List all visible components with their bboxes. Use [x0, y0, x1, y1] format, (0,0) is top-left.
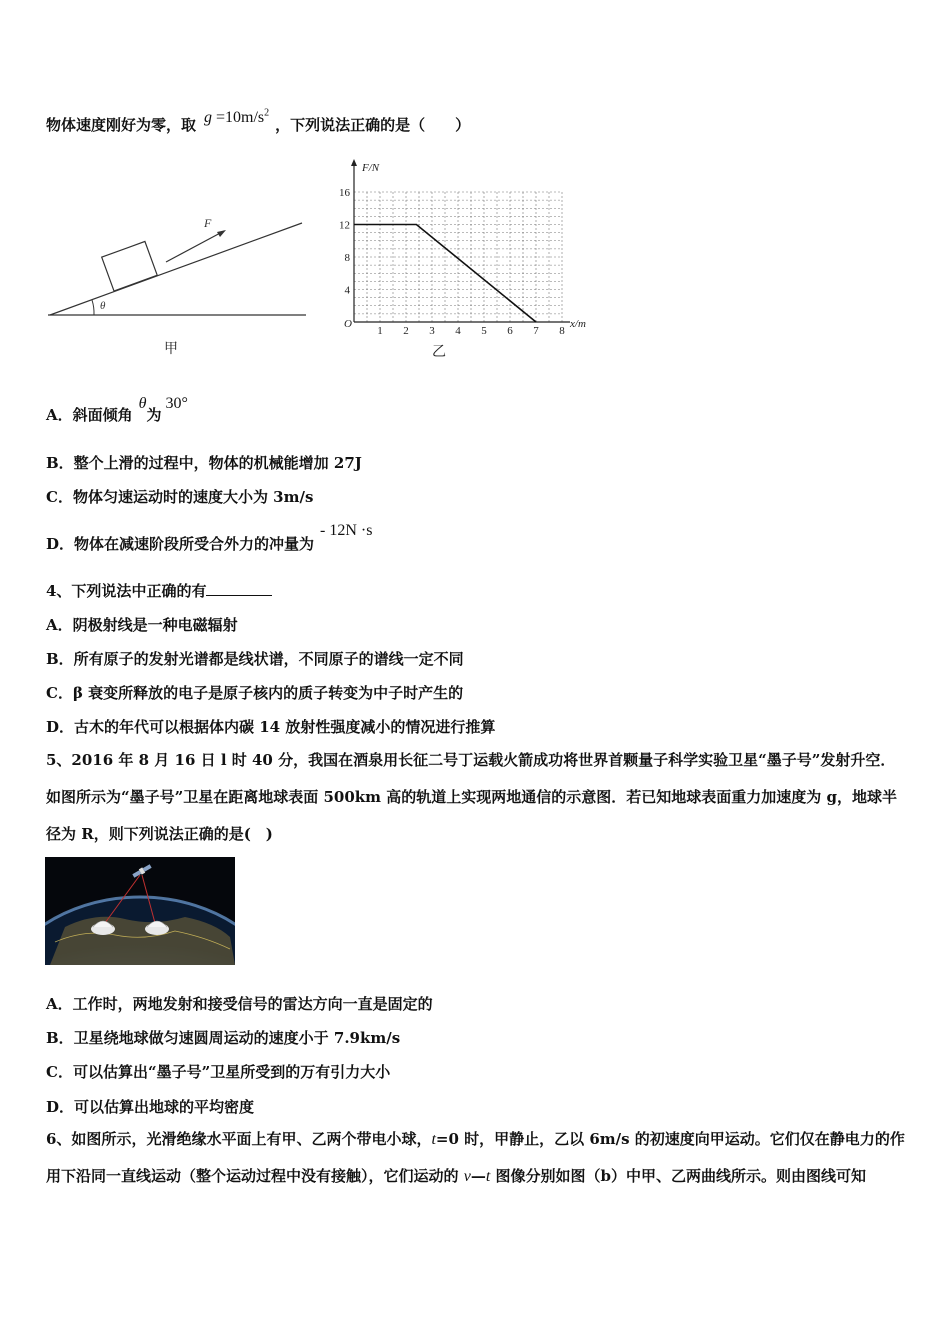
q3-option-a — [46, 395, 188, 425]
q6-part1: 6、如图所示，光滑绝缘水平面上有甲、乙两个带电小球， — [46, 1130, 432, 1148]
q6-stem — [46, 1121, 908, 1195]
g-value: =10m/s — [216, 109, 265, 126]
q3-a-suffix: 为 — [146, 406, 162, 424]
x-tick-label: 1 — [377, 325, 383, 337]
g-formula — [204, 109, 269, 126]
intro-line — [46, 107, 471, 135]
q5-option-d: D．可以估算出地球的平均密度 — [46, 1098, 255, 1116]
y-tick-label: 16 — [339, 187, 350, 199]
y-tick-label: 8 — [344, 252, 350, 264]
chart-ticks — [339, 187, 565, 337]
q3-option-c: C．物体匀速运动时的速度大小为 3m/s — [46, 488, 314, 506]
q3-a-prefix: A．斜面倾角 — [46, 406, 133, 424]
intro-text-before: 物体速度刚好为零，取 — [46, 116, 197, 134]
incline-line — [50, 223, 302, 315]
x-axis-label: x/m — [570, 318, 586, 330]
y-axis-label: F/N — [362, 162, 380, 174]
x-tick-label: 5 — [481, 325, 487, 337]
q5-option-a: A．工作时，两地发射和接受信号的雷达方向一直是固定的 — [46, 995, 433, 1013]
x-tick-label: 8 — [559, 325, 565, 337]
answer-blank — [206, 583, 272, 596]
block — [102, 241, 158, 291]
figure-jia-caption: 甲 — [164, 342, 178, 355]
origin-label: O — [344, 318, 352, 330]
figure-yi-caption: 乙 — [432, 345, 446, 360]
force-arrowhead — [217, 230, 226, 237]
satellite-earth-image — [45, 857, 235, 965]
x-tick-label: 6 — [507, 325, 513, 337]
angle-label: θ — [100, 300, 106, 312]
dash-symbol: — — [470, 1167, 486, 1185]
t2-symbol: t — [485, 1168, 491, 1185]
angle-value: 30° — [165, 395, 188, 412]
angle-arc — [92, 300, 94, 315]
q4-stem-text: 4、下列说法中正确的有 — [46, 582, 207, 600]
g-exponent: 2 — [264, 107, 270, 119]
y-axis-arrowhead — [351, 159, 357, 166]
q4-option-d: D．古木的年代可以根据体内碳 14 放射性强度减小的情况进行推算 — [46, 718, 496, 736]
q4-stem — [46, 580, 272, 601]
x-tick-label: 4 — [455, 325, 461, 337]
x-tick-label: 2 — [403, 325, 409, 337]
q6-part3: 图像分别如图（b）中甲、乙两曲线所示。则由图线可知 — [490, 1167, 867, 1185]
theta-symbol: θ — [138, 395, 147, 412]
y-tick-label: 4 — [344, 284, 350, 297]
v-symbol: v — [463, 1168, 471, 1185]
t-symbol: t — [431, 1131, 436, 1148]
chart-grid — [354, 192, 562, 322]
q6-part2: =0 时，甲静止，乙以 6m/s 的初速度向甲运动。它们仅在静电力的作用下沿同一直线运动（整个运动过程中没有接触），它们运动的 — [46, 1130, 905, 1185]
q4-option-b: B．所有原子的发射光谱都是线状谱，不同原子的谱线一定不同 — [46, 650, 464, 668]
q4-option-a: A．阴极射线是一种电磁辐射 — [46, 616, 238, 634]
land-mass — [50, 917, 235, 965]
q3-option-b: B．整个上滑的过程中，物体的机械能增加 27J — [46, 454, 362, 472]
figure-jia-incline — [44, 205, 310, 355]
q3-d-prefix: D．物体在减速阶段所受合外力的冲量为 — [46, 535, 315, 553]
x-tick-label: 7 — [533, 325, 539, 337]
figure-yi-fx-chart — [318, 155, 600, 360]
impulse-value: - 12N ·s — [320, 522, 373, 539]
intro-text-after: ，下列说法正确的是（ ） — [275, 116, 471, 134]
q3-option-d — [46, 522, 373, 554]
q4-option-c: C．β 衰变所释放的电子是原子核内的质子转变为中子时产生的 — [46, 684, 464, 702]
y-tick-label: 12 — [339, 219, 350, 232]
q5-option-b: B．卫星绕地球做匀速圆周运动的速度小于 7.9km/s — [46, 1029, 401, 1047]
force-arrow — [166, 231, 224, 262]
g-symbol: g — [204, 109, 213, 126]
q5-stem: 5、2016 年 8 月 16 日 l 时 40 分，我国在酒泉用长征二号丁运载火箭成功将世界首颗量子科学实验卫星“墨子号”发射升空．如图所示为“墨子号”卫星在距离地球表面 500km 高的轨道上实现两地通信的示意图．若已知地球表面重力加速度为 g，地球半径为 R，则下列说法正确的是( ) — [46, 751, 897, 843]
force-label: F — [204, 216, 212, 230]
x-tick-label: 3 — [429, 325, 435, 337]
q5-option-c: C．可以估算出“墨子号”卫星所受到的万有引力大小 — [46, 1063, 391, 1081]
